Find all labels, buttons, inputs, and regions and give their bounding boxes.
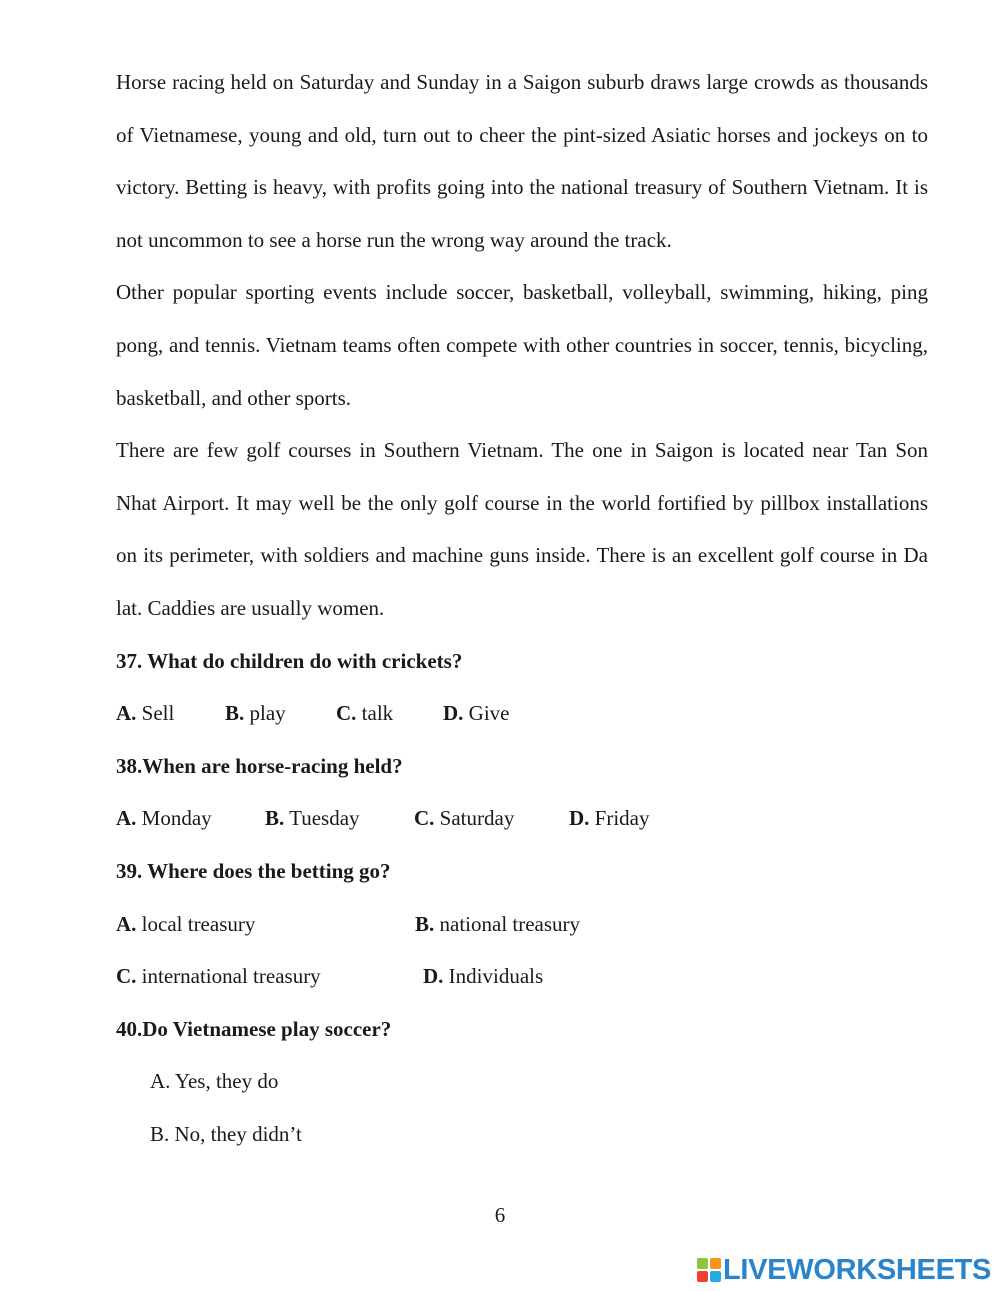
- question-40-option-a[interactable]: A. Yes, they do: [150, 1069, 279, 1094]
- question-39: [116, 845, 928, 898]
- question-38-text: 38.When are horse-racing held?: [116, 753, 403, 778]
- logo-square-red: [697, 1271, 708, 1282]
- question-37-option-b[interactable]: B. play: [225, 701, 286, 726]
- passage-paragraph-horse-racing: Horse racing held on Saturday and Sunday in a Saigon suburb draws large crowds as thousands of Vietnamese, young and old, turn out to cheer the pint-sized Asiatic horses and jockeys on to victory. Betting is heavy, with profits going into the national treasury of Southern Vietnam. It is not uncommon to see a horse run the wrong way around the track.: [116, 70, 928, 252]
- question-38-option-d[interactable]: D. Friday: [569, 806, 650, 831]
- passage-paragraph-sporting-events: Other popular sporting events include soccer, basketball, volleyball, swimming, hiking, ping pong, and tennis. Vietnam teams often compete with other countries in soccer, tennis, bicycling, basketball, and other sports.: [116, 280, 928, 410]
- question-40-option-b[interactable]: B. No, they didn’t: [150, 1121, 302, 1146]
- question-37: [116, 635, 928, 688]
- question-39-option-b[interactable]: B. national treasury: [415, 911, 581, 936]
- reading-passage: [116, 56, 928, 635]
- question-38: [116, 740, 928, 793]
- liveworksheets-logo[interactable]: [697, 1253, 991, 1287]
- question-38-options: [116, 792, 928, 845]
- worksheet-page: [116, 56, 928, 1160]
- question-39-option-d[interactable]: D. Individuals: [423, 964, 544, 989]
- question-37-text: 37. What do children do with crickets?: [116, 648, 463, 673]
- question-37-option-a[interactable]: A. Sell: [116, 701, 175, 726]
- question-37-option-c[interactable]: C. talk: [336, 701, 394, 726]
- logo-text: LIVEWORKSHEETS: [723, 1253, 992, 1286]
- question-40: [116, 1003, 928, 1056]
- question-38-option-b[interactable]: B. Tuesday: [265, 806, 360, 831]
- question-40-text: 40.Do Vietnamese play soccer?: [116, 1016, 392, 1041]
- question-39-option-c[interactable]: C. international treasury: [116, 964, 321, 989]
- question-40-option-row-a: [116, 1055, 928, 1108]
- logo-square-blue: [710, 1271, 721, 1282]
- question-38-option-a[interactable]: A. Monday: [116, 806, 212, 831]
- passage-paragraph-golf-courses: There are few golf courses in Southern Vietnam. The one in Saigon is located near Tan Son Nhat Airport. It may well be the only golf course in the world fortified by pillbox installations on its perimeter, with soldiers and machine guns inside. There is an excellent golf course in Da lat. Caddies are usually women.: [116, 438, 928, 620]
- question-38-option-c[interactable]: C. Saturday: [414, 806, 515, 831]
- logo-square-green: [697, 1258, 708, 1269]
- question-37-options: [116, 687, 928, 740]
- page-number: 6: [494, 1203, 506, 1227]
- question-39-options-row-1: [116, 898, 928, 951]
- question-39-options-row-2: [116, 950, 928, 1003]
- logo-square-orange: [710, 1258, 721, 1269]
- question-40-option-row-b: [116, 1108, 928, 1161]
- question-39-option-a[interactable]: A. local treasury: [116, 911, 256, 936]
- question-39-text: 39. Where does the betting go?: [116, 858, 391, 883]
- liveworksheets-logo-icon: [697, 1258, 721, 1282]
- question-37-option-d[interactable]: D. Give: [443, 701, 510, 726]
